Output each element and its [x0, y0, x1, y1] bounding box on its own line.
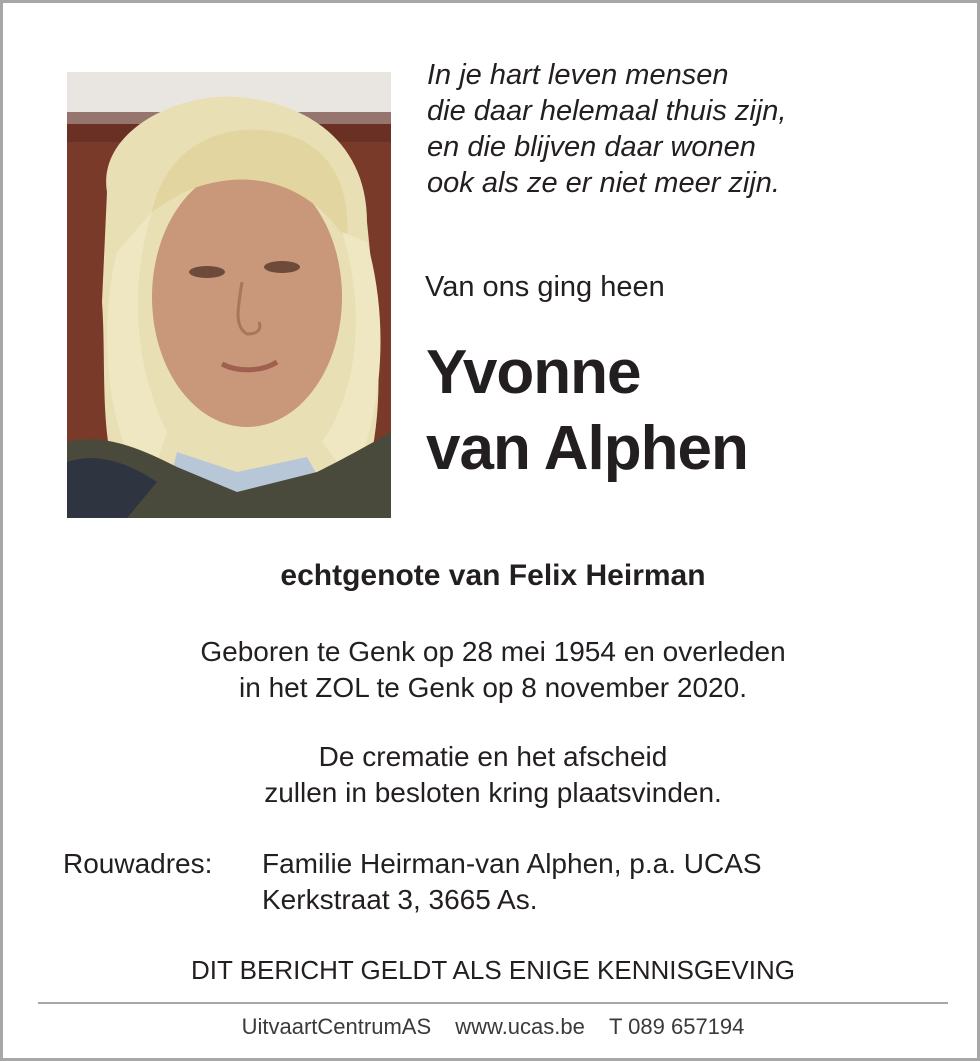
poem-line: en die blijven daar wonen — [427, 131, 756, 163]
born-line: in het ZOL te Genk op 8 november 2020. — [239, 672, 747, 703]
footer-phone: T 089 657194 — [609, 1014, 745, 1039]
address-label: Rouwadres: — [63, 848, 213, 879]
spouse-line: echtgenote van Felix Heirman — [280, 559, 706, 592]
born-line: Geboren te Genk op 28 mei 1954 en overleden — [200, 636, 786, 667]
footer-divider — [38, 1002, 948, 1004]
footer-website: www.ucas.be — [455, 1014, 585, 1039]
portrait-photo — [67, 72, 391, 518]
footer — [3, 1013, 980, 1041]
address-line: Familie Heirman-van Alphen, p.a. UCAS — [262, 848, 762, 879]
notice-text: DIT BERICHT GELDT ALS ENIGE KENNISGEVING — [191, 955, 795, 985]
birth-death-info — [3, 634, 980, 706]
address-line: Kerkstraat 3, 3665 As. — [262, 884, 538, 915]
footer-company: UitvaartCentrumAS — [241, 1014, 432, 1039]
cremation-info — [3, 739, 980, 811]
first-name: Yvonne — [426, 338, 641, 407]
poem-line: ook als ze er niet meer zijn. — [427, 167, 780, 199]
mourning-address — [262, 846, 762, 918]
cremation-line: zullen in besloten kring plaatsvinden. — [264, 777, 722, 808]
poem-line: In je hart leven mensen — [427, 59, 729, 91]
deceased-name — [426, 335, 748, 487]
portrait-image — [67, 72, 391, 518]
poem-line: die daar helemaal thuis zijn, — [427, 95, 787, 127]
last-name: van Alphen — [426, 414, 748, 483]
cremation-line: De crematie en het afscheid — [318, 741, 668, 772]
memorial-poem — [427, 57, 786, 201]
intro-text: Van ons ging heen — [425, 271, 665, 303]
